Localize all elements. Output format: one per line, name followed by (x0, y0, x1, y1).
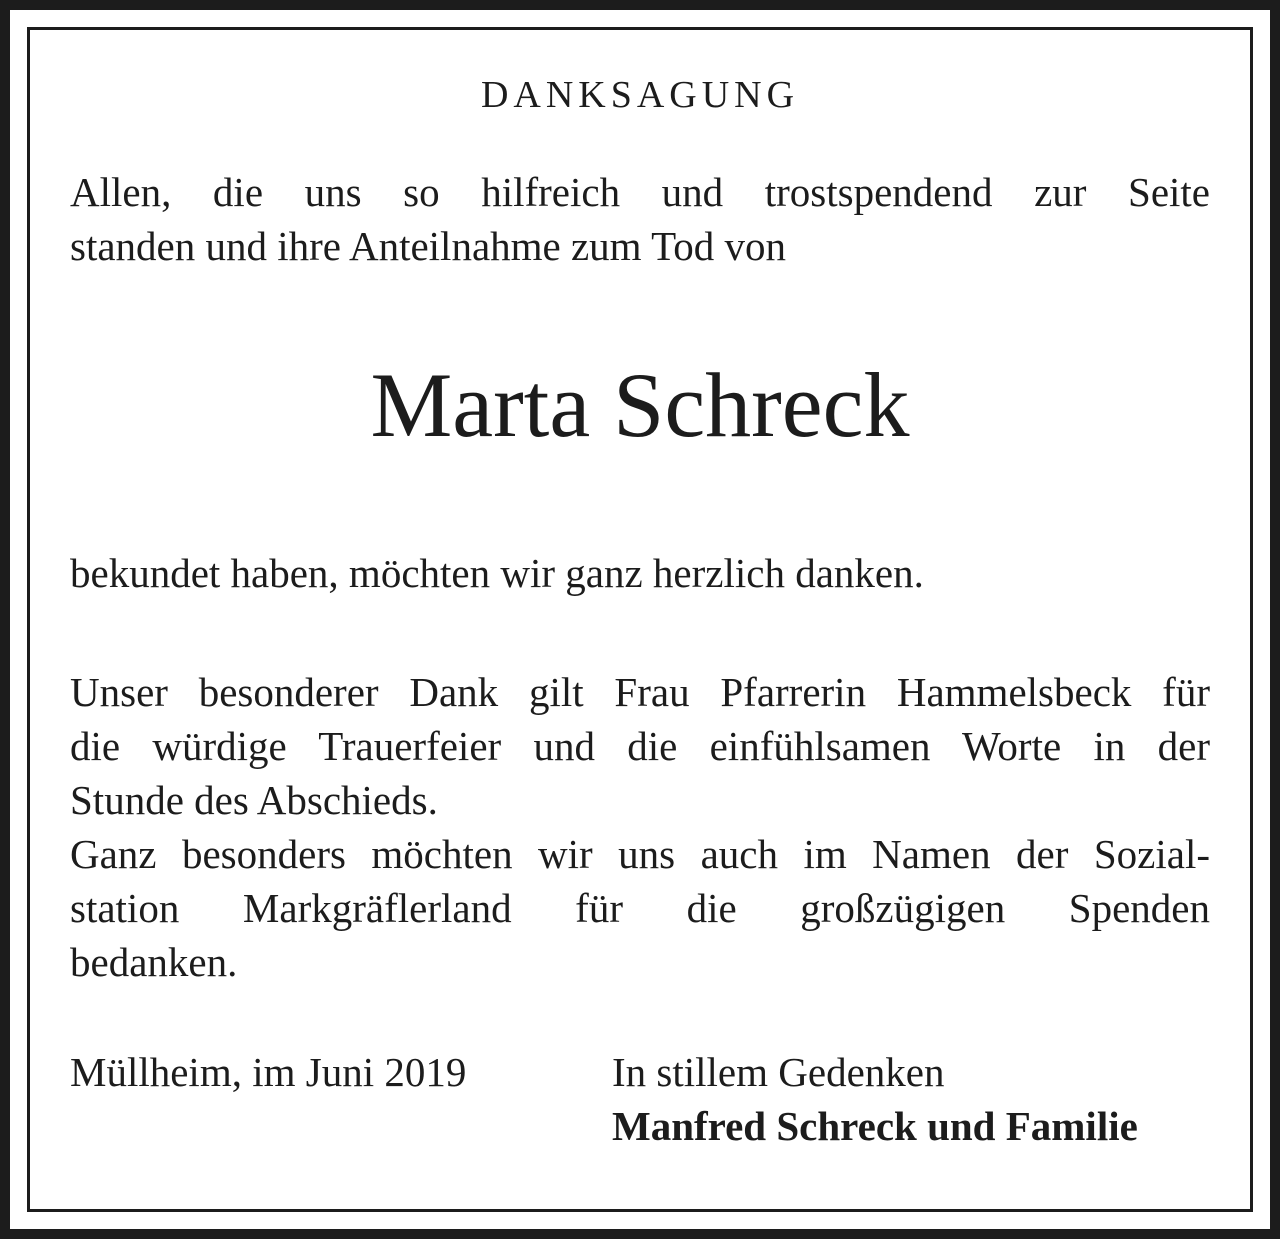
thanks-line: bekundet haben, möchten wir ganz herzlich danken. (70, 550, 924, 596)
special-thanks-line: Stunde des Abschieds. (70, 777, 438, 823)
place-date: Müllheim, im Juni 2019 (70, 1049, 467, 1095)
special-thanks-line: station Markgräflerland für die großzügigen Spenden (70, 885, 1210, 931)
special-thanks-line: die würdige Trauerfeier und die einfühlsamen Worte in der (70, 723, 1210, 769)
signature-block (612, 1045, 1138, 1153)
special-thanks-paragraph (70, 665, 1210, 989)
closing-phrase: In stillem Gedenken (612, 1049, 945, 1095)
special-thanks-line: Ganz besonders möchten wir uns auch im Namen der Sozial- (70, 831, 1210, 877)
special-thanks-line: Unser besonderer Dank gilt Frau Pfarrerin Hammelsbeck für (70, 669, 1210, 715)
intro-paragraph (70, 165, 1210, 273)
special-thanks-line: bedanken. (70, 939, 238, 985)
intro-line: Allen, die uns so hilfreich und trostspendend zur Seite (70, 169, 1210, 215)
signer-name: Manfred Schreck und Familie (612, 1103, 1138, 1149)
deceased-name: Marta Schreck (370, 354, 910, 456)
intro-line: standen und ihre Anteilnahme zum Tod von (70, 223, 787, 269)
notice-heading: DANKSAGUNG (480, 74, 800, 116)
thanks-paragraph (70, 546, 1210, 600)
